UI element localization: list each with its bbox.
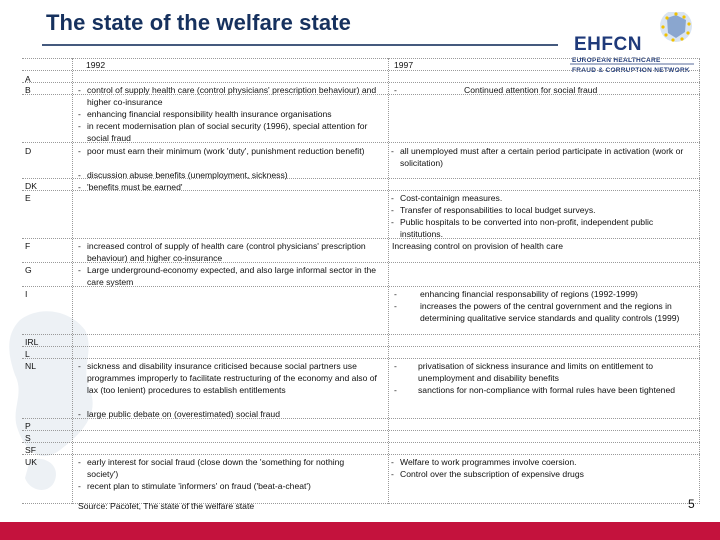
text-1997-nl-1: privatisation of sickness insurance and limits on entitlement to unemployment and disability benefits	[418, 361, 654, 383]
bullet-1997-e-2	[391, 204, 697, 216]
country-code-uk: UK	[25, 457, 37, 467]
row-divider	[22, 58, 700, 59]
footer-bar	[0, 522, 720, 540]
bullet-dash: -	[391, 457, 394, 467]
bullet-text: poor must earn their minimum (work 'duty', punishment reduction benefit)	[87, 146, 365, 156]
bullet-text: discussion abuse benefits (unemployment, sickness)	[87, 170, 288, 180]
country-code-p: P	[25, 421, 31, 431]
bullet-1997-e-3	[391, 216, 697, 240]
bullet-text: Welfare to work programmes involve coersion.	[400, 457, 577, 467]
bullet-dash: -	[391, 193, 394, 203]
bullet-dash: -	[394, 301, 397, 311]
column-divider	[72, 58, 73, 504]
bullet-1992-d-2	[78, 169, 386, 181]
column-divider	[699, 58, 700, 504]
bullet-dash: -	[78, 457, 81, 467]
bullet-text: sickness and disability insurance criticised because social partners use programmes improperly to facilitate restructuring of the economy and also of lax (too lenient) procedures to establish entitlements	[87, 361, 377, 395]
bullet-text: enhancing financial responsibility health insurance organisations	[87, 109, 332, 119]
bullet-1992-nl-1	[78, 360, 386, 408]
row-divider	[22, 346, 700, 347]
bullet-dash: -	[78, 409, 81, 419]
row-divider	[22, 82, 700, 83]
bullet-dash: -	[391, 217, 394, 227]
bullet-dash: -	[78, 241, 81, 251]
text-1997-b: Continued attention for social fraud	[464, 85, 598, 95]
bullet-dash: -	[394, 385, 397, 395]
logo-subtitle-1: EUROPEAN HEALTHCARE	[572, 57, 661, 64]
bullet-dash: -	[391, 205, 394, 215]
bullet-dash: -	[78, 109, 81, 119]
page-number: 5	[688, 497, 695, 511]
bullet-1992-f-1	[78, 240, 386, 264]
bullet-text: Large underground-economy expected, and also large informal sector in the care system	[87, 265, 377, 287]
country-code-dk: DK	[25, 181, 37, 191]
bullet-text: increased control of supply of health care (control physicians' prescription behaviour) and higher co-insurance	[87, 241, 366, 263]
bullet-text: early interest for social fraud (close down the 'something for nothing society')	[87, 457, 345, 479]
bullet-dash: -	[78, 85, 81, 95]
bullet-dash: -	[78, 265, 81, 275]
row-divider	[22, 430, 700, 431]
bullet-dash: -	[391, 469, 394, 479]
country-code-b: B	[25, 85, 31, 95]
bullet-dash: -	[394, 289, 397, 299]
row-divider	[22, 442, 700, 443]
bullet-dash: -	[78, 146, 81, 156]
bullet-1997-d-1	[391, 145, 697, 169]
bullet-text: Transfer of responsabilities to local budget surveys.	[400, 205, 596, 215]
bullet-1997-uk-2	[391, 468, 697, 480]
country-code-f: F	[25, 241, 31, 251]
bullet-dash: -	[78, 182, 81, 192]
column-divider	[388, 58, 389, 504]
country-code-e: E	[25, 193, 31, 203]
bullet-text: control of supply health care (control physicians' prescription behaviour) and higher co-insurance	[87, 85, 377, 107]
country-code-i: I	[25, 289, 28, 299]
bullet-1992-b-3	[78, 120, 386, 144]
welfare-table	[22, 58, 700, 504]
text-1997-f: Increasing control on provision of health care	[392, 241, 564, 251]
bullet-text: all unemployed must after a certain period participate in activation (work or solicitation)	[400, 146, 684, 168]
text-1997-nl-2: sanctions for non-compliance with formal rules have been tightened	[418, 385, 676, 395]
bullet-text: large public debate on (overestimated) social fraud	[87, 409, 280, 419]
column-header-1992: 1992	[86, 60, 106, 70]
bullet-dash: -	[394, 361, 397, 371]
column-header-1997: 1997	[394, 60, 414, 70]
bullet-1997-e-1	[391, 192, 697, 204]
bullet-1992-b-1	[78, 84, 386, 108]
bullet-dash: -	[78, 481, 81, 491]
source-citation: Source: Pacolet, The state of the welfare state	[78, 501, 255, 511]
bullet-text: recent plan to stimulate 'informers' on fraud ('beat-a-cheat')	[87, 481, 311, 491]
bullet-dash: -	[394, 85, 397, 95]
bullet-1992-d-1	[78, 145, 386, 169]
country-code-l: L	[25, 349, 30, 359]
text-1997-i-1: enhancing financial responsability of regions (1992-1999)	[420, 289, 638, 299]
text-1997-i-2: increases the powers of the central government and the regions in determining qualitative service standards and quality controls (1999)	[420, 301, 680, 323]
title-underline	[42, 44, 558, 46]
bullet-1992-uk-1	[78, 456, 386, 480]
bullet-text: in recent modernisation plan of social security (1996), special attention for social fraud	[87, 121, 368, 143]
bullet-dash: -	[78, 361, 81, 371]
bullet-text: 'benefits must be earned'	[87, 182, 183, 192]
bullet-1992-nl-2	[78, 408, 386, 420]
bullet-text: Public hospitals to be converted into non-profit, independent public institutions.	[400, 217, 654, 239]
country-code-irl: IRL	[25, 337, 39, 347]
country-code-s: S	[25, 433, 31, 443]
logo-wordmark: EHFCN	[574, 34, 642, 55]
country-code-sf: SF	[25, 445, 36, 455]
bullet-1992-uk-2	[78, 480, 386, 492]
bullet-dash: -	[78, 170, 81, 180]
bullet-1992-f-2	[78, 264, 386, 288]
country-code-g: G	[25, 265, 32, 275]
row-divider	[22, 454, 700, 455]
bullet-text: Control over the subscription of expensive drugs	[400, 469, 584, 479]
country-code-nl: NL	[25, 361, 36, 371]
bullet-1992-b-2	[78, 108, 386, 120]
bullet-dash: -	[78, 121, 81, 131]
page-title: The state of the welfare state	[46, 10, 351, 35]
bullet-1997-uk-1	[391, 456, 697, 468]
country-code-d: D	[25, 146, 32, 156]
row-divider	[22, 358, 700, 359]
bullet-dash: -	[391, 146, 394, 156]
country-code-a: A	[25, 74, 31, 84]
row-divider	[22, 70, 700, 71]
logo-subtitle-2: FRAUD & CORRUPTION NETWORK	[572, 67, 690, 74]
bullet-1992-d-3	[78, 181, 386, 193]
row-divider	[22, 334, 700, 335]
bullet-text: Cost-containign measures.	[400, 193, 503, 203]
